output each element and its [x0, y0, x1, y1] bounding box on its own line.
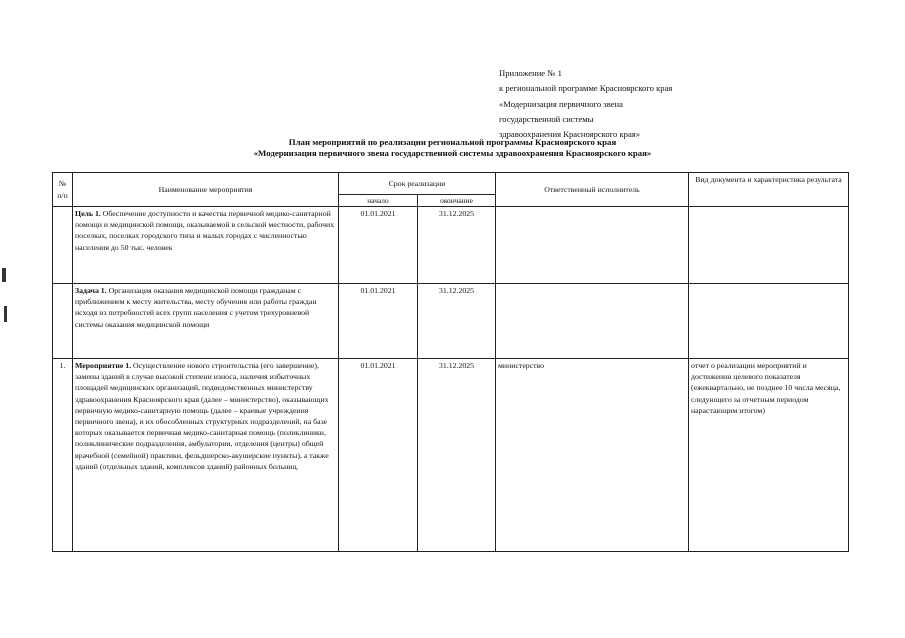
header-name: Наименование мероприятия: [73, 173, 339, 207]
row-number: [53, 207, 73, 284]
table-row: [53, 284, 849, 359]
scan-margin-mark: [4, 306, 7, 322]
header-number-abbr: п/п: [57, 190, 68, 200]
row-name: [73, 284, 339, 359]
row-lead: Задача 1.: [75, 286, 107, 295]
header-number-symbol: №: [58, 179, 67, 189]
table-header-row: [53, 173, 849, 195]
header-period: Срок реализации: [339, 173, 496, 195]
annex-line: Приложение № 1: [499, 68, 562, 78]
scan-margin-mark: [2, 268, 6, 282]
row-start-date: 01.01.2021: [339, 207, 418, 284]
annex-line: к региональной программе Красноярского края: [499, 83, 673, 94]
row-end-date: 31.12.2025: [418, 207, 496, 284]
header-number: [53, 173, 73, 207]
header-start: начало: [339, 195, 418, 207]
row-start-date: 01.01.2021: [339, 284, 418, 359]
row-result: [689, 284, 849, 359]
row-result: отчет о реализации мероприятий и достижении целевого показателя (ежеквартально, не позднее 10 числа месяца, следующего за отчетным периодом нарастающим итогом): [689, 359, 849, 552]
row-name: [73, 359, 339, 552]
plan-title: [120, 137, 785, 159]
row-text: Организация оказания медицинской помощи гражданам с приближением к месту жительства, месту обучения или работы граждан исходя из потребностей всех групп населения с учетом трехуровневой системы оказания медицинской помощи: [75, 286, 317, 329]
annex-line: здравоохранения Красноярского края»: [499, 129, 641, 140]
plan-title-line: «Модернизация первичного звена государственной системы здравоохранения Красноярского края»: [253, 148, 652, 158]
row-name: [73, 207, 339, 284]
annex-line: государственной системы: [499, 113, 594, 124]
row-number: [53, 284, 73, 359]
row-number: 1.: [53, 359, 73, 552]
header-result: Вид документа и характеристика результата: [689, 173, 849, 207]
row-text: Осуществление нового строительства (его завершение), замены зданий в случае высокой степени износа, наличия избыточных площадей медицинских организаций, подведомственных министерству здравоохранения Красноярского края (далее – министерство), оказывающих первичную медико-санитарную помощь (далее – краевые учреждения первичного звена), и их обособленных структурных подразделений, на базе которых оказывается первичная медико-санитарная помощь (поликлиники, поликлинические подразделения, амбулатории, отделения (центры) общей врачебной (семейной) практики, фельдшерско-акушерские пункты), а также зданий (отдельных зданий, комплексов зданий) районных больниц.: [75, 361, 329, 471]
row-lead: Мероприятие 1.: [75, 361, 132, 370]
row-end-date: 31.12.2025: [418, 284, 496, 359]
table-row: [53, 207, 849, 284]
row-lead: Цель 1.: [75, 209, 101, 218]
header-end: окончание: [418, 195, 496, 207]
row-executor: [496, 207, 689, 284]
row-executor: [496, 284, 689, 359]
row-text: Обеспечение доступности и качества первичной медико-санитарной помощи и медицинской помощи, оказываемой в сельской местности, рабочих поселках, поселках городского типа и малых городах с численностью населения до 50 тыс. человек: [75, 209, 335, 252]
annex-header: [499, 66, 672, 142]
plan-title-line: План мероприятий по реализации региональной программы Красноярского края: [288, 137, 617, 147]
row-result: [689, 207, 849, 284]
row-executor: министерство: [496, 359, 689, 552]
table-row: [53, 359, 849, 552]
header-executor: Ответственный исполнитель: [496, 173, 689, 207]
row-end-date: 31.12.2025: [418, 359, 496, 552]
annex-line: «Модернизация первичного звена: [499, 98, 623, 109]
row-start-date: 01.01.2021: [339, 359, 418, 552]
plan-table: [52, 172, 849, 552]
